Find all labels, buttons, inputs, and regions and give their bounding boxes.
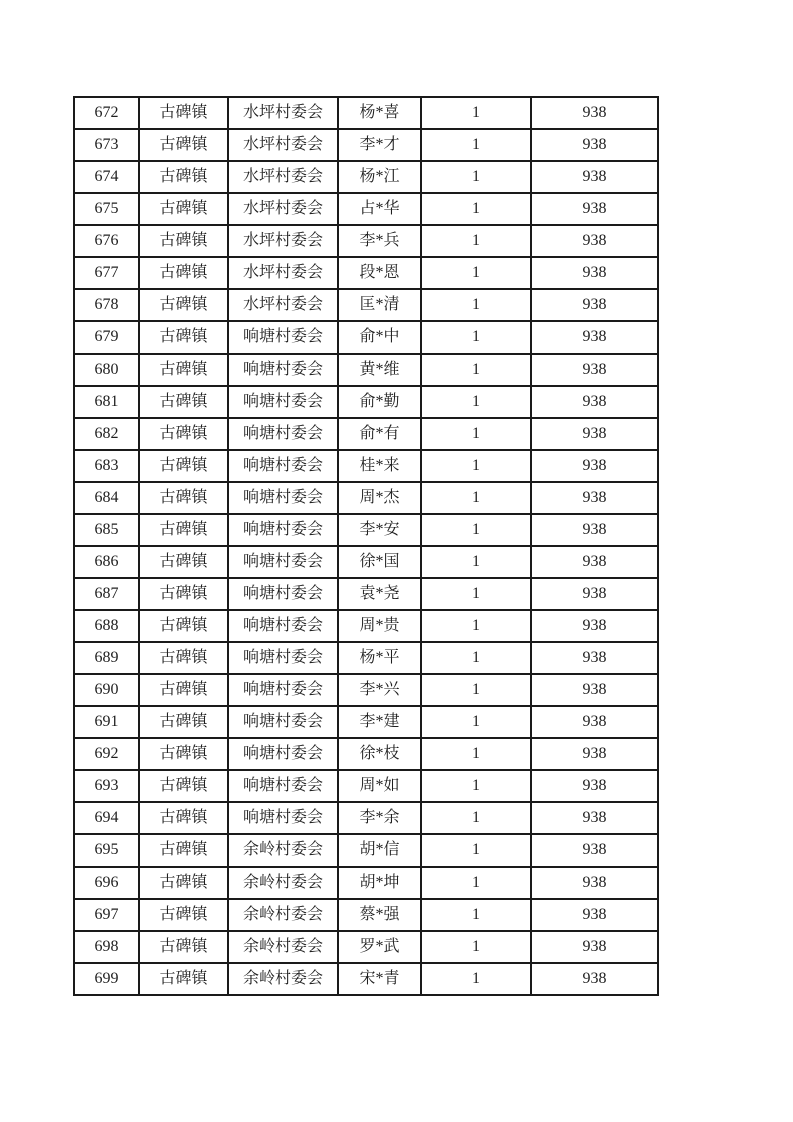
cell-name: 杨*平 bbox=[338, 642, 421, 674]
cell-town: 古碑镇 bbox=[139, 642, 228, 674]
cell-count: 1 bbox=[421, 963, 531, 995]
cell-count: 1 bbox=[421, 546, 531, 578]
cell-amount: 938 bbox=[531, 642, 658, 674]
cell-count: 1 bbox=[421, 770, 531, 802]
cell-index: 686 bbox=[74, 546, 139, 578]
cell-town: 古碑镇 bbox=[139, 257, 228, 289]
cell-index: 674 bbox=[74, 161, 139, 193]
cell-index: 683 bbox=[74, 450, 139, 482]
cell-name: 李*安 bbox=[338, 514, 421, 546]
cell-town: 古碑镇 bbox=[139, 514, 228, 546]
table-row bbox=[74, 129, 658, 161]
cell-name: 徐*国 bbox=[338, 546, 421, 578]
cell-village: 水坪村委会 bbox=[228, 129, 338, 161]
cell-amount: 938 bbox=[531, 193, 658, 225]
cell-name: 桂*来 bbox=[338, 450, 421, 482]
beneficiary-table bbox=[73, 96, 659, 996]
cell-village: 水坪村委会 bbox=[228, 193, 338, 225]
cell-amount: 938 bbox=[531, 867, 658, 899]
cell-index: 688 bbox=[74, 610, 139, 642]
cell-name: 俞*有 bbox=[338, 418, 421, 450]
table-row bbox=[74, 899, 658, 931]
cell-village: 响塘村委会 bbox=[228, 546, 338, 578]
cell-count: 1 bbox=[421, 257, 531, 289]
cell-count: 1 bbox=[421, 834, 531, 866]
cell-count: 1 bbox=[421, 706, 531, 738]
cell-name: 俞*勤 bbox=[338, 386, 421, 418]
cell-town: 古碑镇 bbox=[139, 97, 228, 129]
table-row bbox=[74, 738, 658, 770]
cell-amount: 938 bbox=[531, 321, 658, 353]
table-row bbox=[74, 193, 658, 225]
cell-amount: 938 bbox=[531, 257, 658, 289]
cell-village: 水坪村委会 bbox=[228, 289, 338, 321]
cell-index: 677 bbox=[74, 257, 139, 289]
cell-count: 1 bbox=[421, 738, 531, 770]
table-row bbox=[74, 706, 658, 738]
cell-amount: 938 bbox=[531, 834, 658, 866]
cell-amount: 938 bbox=[531, 738, 658, 770]
cell-index: 689 bbox=[74, 642, 139, 674]
cell-count: 1 bbox=[421, 578, 531, 610]
cell-town: 古碑镇 bbox=[139, 289, 228, 321]
cell-name: 段*恩 bbox=[338, 257, 421, 289]
cell-count: 1 bbox=[421, 193, 531, 225]
table-row bbox=[74, 450, 658, 482]
cell-village: 水坪村委会 bbox=[228, 225, 338, 257]
cell-name: 杨*喜 bbox=[338, 97, 421, 129]
cell-count: 1 bbox=[421, 931, 531, 963]
cell-town: 古碑镇 bbox=[139, 546, 228, 578]
cell-name: 匡*清 bbox=[338, 289, 421, 321]
cell-amount: 938 bbox=[531, 899, 658, 931]
cell-town: 古碑镇 bbox=[139, 225, 228, 257]
cell-count: 1 bbox=[421, 386, 531, 418]
table-row bbox=[74, 931, 658, 963]
cell-name: 李*兵 bbox=[338, 225, 421, 257]
table-row bbox=[74, 546, 658, 578]
cell-town: 古碑镇 bbox=[139, 802, 228, 834]
cell-name: 宋*青 bbox=[338, 963, 421, 995]
cell-count: 1 bbox=[421, 802, 531, 834]
cell-name: 李*才 bbox=[338, 129, 421, 161]
table-row bbox=[74, 386, 658, 418]
cell-amount: 938 bbox=[531, 546, 658, 578]
cell-village: 余岭村委会 bbox=[228, 931, 338, 963]
cell-index: 681 bbox=[74, 386, 139, 418]
cell-village: 响塘村委会 bbox=[228, 674, 338, 706]
cell-index: 676 bbox=[74, 225, 139, 257]
cell-index: 699 bbox=[74, 963, 139, 995]
table-row bbox=[74, 770, 658, 802]
cell-town: 古碑镇 bbox=[139, 193, 228, 225]
cell-amount: 938 bbox=[531, 802, 658, 834]
cell-amount: 938 bbox=[531, 129, 658, 161]
cell-index: 685 bbox=[74, 514, 139, 546]
cell-index: 687 bbox=[74, 578, 139, 610]
table-row bbox=[74, 514, 658, 546]
table-row bbox=[74, 289, 658, 321]
cell-village: 响塘村委会 bbox=[228, 706, 338, 738]
cell-count: 1 bbox=[421, 899, 531, 931]
cell-amount: 938 bbox=[531, 386, 658, 418]
cell-town: 古碑镇 bbox=[139, 354, 228, 386]
cell-count: 1 bbox=[421, 97, 531, 129]
cell-index: 684 bbox=[74, 482, 139, 514]
cell-index: 693 bbox=[74, 770, 139, 802]
cell-count: 1 bbox=[421, 225, 531, 257]
cell-village: 响塘村委会 bbox=[228, 354, 338, 386]
cell-town: 古碑镇 bbox=[139, 674, 228, 706]
cell-index: 697 bbox=[74, 899, 139, 931]
cell-town: 古碑镇 bbox=[139, 578, 228, 610]
cell-index: 690 bbox=[74, 674, 139, 706]
cell-village: 余岭村委会 bbox=[228, 899, 338, 931]
cell-village: 余岭村委会 bbox=[228, 963, 338, 995]
cell-village: 水坪村委会 bbox=[228, 97, 338, 129]
cell-village: 响塘村委会 bbox=[228, 738, 338, 770]
cell-name: 蔡*强 bbox=[338, 899, 421, 931]
table-row bbox=[74, 161, 658, 193]
cell-amount: 938 bbox=[531, 225, 658, 257]
cell-name: 周*如 bbox=[338, 770, 421, 802]
cell-amount: 938 bbox=[531, 161, 658, 193]
cell-count: 1 bbox=[421, 482, 531, 514]
cell-amount: 938 bbox=[531, 770, 658, 802]
cell-count: 1 bbox=[421, 354, 531, 386]
cell-count: 1 bbox=[421, 321, 531, 353]
cell-index: 694 bbox=[74, 802, 139, 834]
cell-town: 古碑镇 bbox=[139, 418, 228, 450]
cell-name: 周*贵 bbox=[338, 610, 421, 642]
table-row bbox=[74, 97, 658, 129]
cell-town: 古碑镇 bbox=[139, 321, 228, 353]
table-row bbox=[74, 610, 658, 642]
cell-town: 古碑镇 bbox=[139, 738, 228, 770]
cell-town: 古碑镇 bbox=[139, 161, 228, 193]
cell-name: 李*建 bbox=[338, 706, 421, 738]
cell-town: 古碑镇 bbox=[139, 610, 228, 642]
cell-town: 古碑镇 bbox=[139, 963, 228, 995]
cell-amount: 938 bbox=[531, 418, 658, 450]
cell-town: 古碑镇 bbox=[139, 899, 228, 931]
cell-village: 响塘村委会 bbox=[228, 450, 338, 482]
cell-index: 695 bbox=[74, 834, 139, 866]
cell-town: 古碑镇 bbox=[139, 931, 228, 963]
cell-name: 俞*中 bbox=[338, 321, 421, 353]
cell-amount: 938 bbox=[531, 578, 658, 610]
cell-index: 696 bbox=[74, 867, 139, 899]
cell-town: 古碑镇 bbox=[139, 706, 228, 738]
cell-count: 1 bbox=[421, 514, 531, 546]
cell-name: 胡*信 bbox=[338, 834, 421, 866]
cell-town: 古碑镇 bbox=[139, 482, 228, 514]
cell-index: 691 bbox=[74, 706, 139, 738]
cell-count: 1 bbox=[421, 289, 531, 321]
cell-village: 响塘村委会 bbox=[228, 482, 338, 514]
cell-count: 1 bbox=[421, 610, 531, 642]
cell-town: 古碑镇 bbox=[139, 770, 228, 802]
cell-count: 1 bbox=[421, 129, 531, 161]
table-body bbox=[74, 97, 658, 995]
cell-name: 袁*尧 bbox=[338, 578, 421, 610]
cell-amount: 938 bbox=[531, 97, 658, 129]
cell-village: 余岭村委会 bbox=[228, 867, 338, 899]
cell-village: 响塘村委会 bbox=[228, 642, 338, 674]
cell-count: 1 bbox=[421, 642, 531, 674]
table-row bbox=[74, 867, 658, 899]
cell-village: 响塘村委会 bbox=[228, 386, 338, 418]
cell-index: 679 bbox=[74, 321, 139, 353]
cell-count: 1 bbox=[421, 450, 531, 482]
cell-index: 678 bbox=[74, 289, 139, 321]
cell-count: 1 bbox=[421, 418, 531, 450]
cell-amount: 938 bbox=[531, 610, 658, 642]
cell-index: 675 bbox=[74, 193, 139, 225]
cell-village: 水坪村委会 bbox=[228, 161, 338, 193]
table-row bbox=[74, 674, 658, 706]
cell-count: 1 bbox=[421, 674, 531, 706]
cell-name: 李*兴 bbox=[338, 674, 421, 706]
table-row bbox=[74, 578, 658, 610]
cell-name: 占*华 bbox=[338, 193, 421, 225]
cell-amount: 938 bbox=[531, 931, 658, 963]
cell-name: 罗*武 bbox=[338, 931, 421, 963]
cell-name: 周*杰 bbox=[338, 482, 421, 514]
cell-index: 680 bbox=[74, 354, 139, 386]
cell-amount: 938 bbox=[531, 514, 658, 546]
cell-village: 响塘村委会 bbox=[228, 514, 338, 546]
table-row bbox=[74, 225, 658, 257]
cell-name: 黄*维 bbox=[338, 354, 421, 386]
cell-amount: 938 bbox=[531, 482, 658, 514]
table-row bbox=[74, 354, 658, 386]
cell-index: 682 bbox=[74, 418, 139, 450]
cell-index: 673 bbox=[74, 129, 139, 161]
cell-index: 672 bbox=[74, 97, 139, 129]
cell-name: 胡*坤 bbox=[338, 867, 421, 899]
cell-village: 响塘村委会 bbox=[228, 321, 338, 353]
table-row bbox=[74, 257, 658, 289]
cell-name: 杨*江 bbox=[338, 161, 421, 193]
cell-index: 698 bbox=[74, 931, 139, 963]
cell-town: 古碑镇 bbox=[139, 129, 228, 161]
cell-amount: 938 bbox=[531, 450, 658, 482]
cell-town: 古碑镇 bbox=[139, 386, 228, 418]
cell-village: 余岭村委会 bbox=[228, 834, 338, 866]
cell-amount: 938 bbox=[531, 289, 658, 321]
cell-town: 古碑镇 bbox=[139, 834, 228, 866]
table-row bbox=[74, 482, 658, 514]
cell-amount: 938 bbox=[531, 963, 658, 995]
cell-amount: 938 bbox=[531, 706, 658, 738]
table-row bbox=[74, 321, 658, 353]
table-row bbox=[74, 418, 658, 450]
cell-village: 响塘村委会 bbox=[228, 578, 338, 610]
cell-index: 692 bbox=[74, 738, 139, 770]
cell-amount: 938 bbox=[531, 354, 658, 386]
cell-name: 徐*枝 bbox=[338, 738, 421, 770]
table-row bbox=[74, 802, 658, 834]
table-row bbox=[74, 834, 658, 866]
cell-village: 响塘村委会 bbox=[228, 418, 338, 450]
cell-name: 李*余 bbox=[338, 802, 421, 834]
cell-town: 古碑镇 bbox=[139, 867, 228, 899]
cell-town: 古碑镇 bbox=[139, 450, 228, 482]
cell-amount: 938 bbox=[531, 674, 658, 706]
table-row bbox=[74, 642, 658, 674]
cell-village: 水坪村委会 bbox=[228, 257, 338, 289]
cell-count: 1 bbox=[421, 161, 531, 193]
cell-count: 1 bbox=[421, 867, 531, 899]
table-row bbox=[74, 963, 658, 995]
cell-village: 响塘村委会 bbox=[228, 610, 338, 642]
cell-village: 响塘村委会 bbox=[228, 802, 338, 834]
cell-village: 响塘村委会 bbox=[228, 770, 338, 802]
